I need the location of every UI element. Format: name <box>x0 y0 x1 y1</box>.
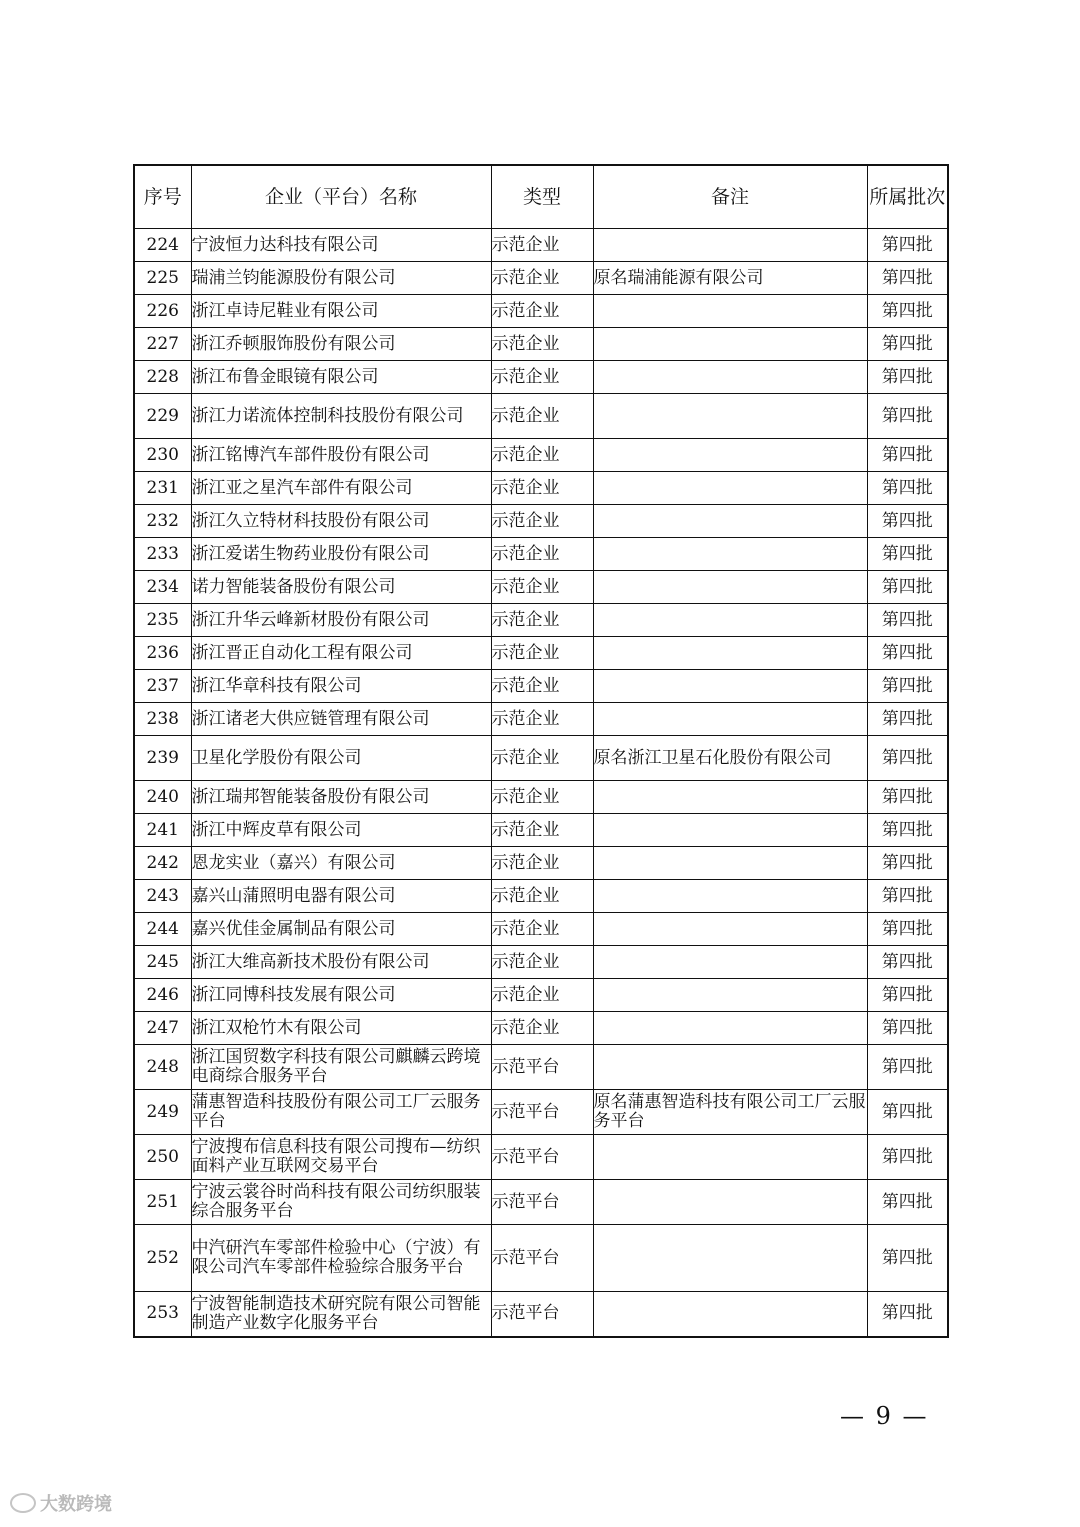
row-type: 示范企业 <box>491 847 593 880</box>
table-row <box>134 1180 948 1225</box>
row-seq: 242 <box>134 847 191 880</box>
table-row <box>134 1135 948 1180</box>
row-batch: 第四批 <box>867 571 948 604</box>
row-seq: 227 <box>134 328 191 361</box>
row-type: 示范企业 <box>491 295 593 328</box>
row-type: 示范企业 <box>491 670 593 703</box>
watermark-text: 大数跨境 <box>40 1494 112 1515</box>
row-batch: 第四批 <box>867 328 948 361</box>
row-note <box>593 913 867 946</box>
table-row <box>134 781 948 814</box>
row-note <box>593 472 867 505</box>
row-type: 示范企业 <box>491 814 593 847</box>
row-name: 宁波云裳谷时尚科技有限公司纺织服装综合服务平台 <box>191 1180 491 1225</box>
row-name: 浙江国贸数字科技有限公司麒麟云跨境电商综合服务平台 <box>191 1045 491 1090</box>
row-name: 浙江爱诺生物药业股份有限公司 <box>191 538 491 571</box>
row-name: 浙江诸老大供应链管理有限公司 <box>191 703 491 736</box>
header-seq: 序号 <box>134 165 191 229</box>
row-seq: 237 <box>134 670 191 703</box>
row-note <box>593 229 867 262</box>
row-type: 示范企业 <box>491 781 593 814</box>
row-batch: 第四批 <box>867 1225 948 1292</box>
row-name: 恩龙实业（嘉兴）有限公司 <box>191 847 491 880</box>
row-seq: 233 <box>134 538 191 571</box>
row-batch: 第四批 <box>867 1135 948 1180</box>
row-note <box>593 538 867 571</box>
row-seq: 249 <box>134 1090 191 1135</box>
row-batch: 第四批 <box>867 913 948 946</box>
row-batch: 第四批 <box>867 262 948 295</box>
row-batch: 第四批 <box>867 1292 948 1337</box>
table-row <box>134 604 948 637</box>
row-type: 示范企业 <box>491 604 593 637</box>
row-note <box>593 1180 867 1225</box>
row-seq: 246 <box>134 979 191 1012</box>
row-note <box>593 1292 867 1337</box>
row-batch: 第四批 <box>867 394 948 439</box>
row-type: 示范企业 <box>491 262 593 295</box>
row-name: 浙江升华云峰新材股份有限公司 <box>191 604 491 637</box>
row-seq: 235 <box>134 604 191 637</box>
row-name: 浙江同博科技发展有限公司 <box>191 979 491 1012</box>
row-seq: 231 <box>134 472 191 505</box>
row-batch: 第四批 <box>867 814 948 847</box>
table-row <box>134 814 948 847</box>
row-note <box>593 946 867 979</box>
table-row <box>134 394 948 439</box>
enterprise-list-table <box>133 164 949 1338</box>
row-type: 示范平台 <box>491 1225 593 1292</box>
row-seq: 236 <box>134 637 191 670</box>
row-note: 原名浙江卫星石化股份有限公司 <box>593 736 867 781</box>
row-type: 示范企业 <box>491 880 593 913</box>
row-name: 嘉兴优佳金属制品有限公司 <box>191 913 491 946</box>
row-batch: 第四批 <box>867 295 948 328</box>
row-name: 嘉兴山蒲照明电器有限公司 <box>191 880 491 913</box>
table-body <box>134 229 948 1337</box>
table-row <box>134 670 948 703</box>
row-batch: 第四批 <box>867 1180 948 1225</box>
row-type: 示范企业 <box>491 394 593 439</box>
row-batch: 第四批 <box>867 736 948 781</box>
row-seq: 240 <box>134 781 191 814</box>
row-name: 浙江久立特材科技股份有限公司 <box>191 505 491 538</box>
row-seq: 228 <box>134 361 191 394</box>
table-row <box>134 637 948 670</box>
row-note <box>593 604 867 637</box>
table-row <box>134 505 948 538</box>
row-note <box>593 781 867 814</box>
row-seq: 229 <box>134 394 191 439</box>
table-row <box>134 295 948 328</box>
table-row <box>134 736 948 781</box>
row-seq: 225 <box>134 262 191 295</box>
row-seq: 250 <box>134 1135 191 1180</box>
row-note <box>593 295 867 328</box>
row-type: 示范平台 <box>491 1045 593 1090</box>
row-type: 示范企业 <box>491 328 593 361</box>
table-row <box>134 946 948 979</box>
row-type: 示范平台 <box>491 1135 593 1180</box>
row-name: 浙江乔顿服饰股份有限公司 <box>191 328 491 361</box>
row-name: 浙江瑞邦智能装备股份有限公司 <box>191 781 491 814</box>
row-name: 浙江卓诗尼鞋业有限公司 <box>191 295 491 328</box>
watermark-logo-icon <box>10 1493 36 1513</box>
row-seq: 243 <box>134 880 191 913</box>
row-name: 浙江布鲁金眼镜有限公司 <box>191 361 491 394</box>
row-note <box>593 1225 867 1292</box>
row-name: 浙江华章科技有限公司 <box>191 670 491 703</box>
row-name: 蒲惠智造科技股份有限公司工厂云服务平台 <box>191 1090 491 1135</box>
row-note <box>593 670 867 703</box>
row-batch: 第四批 <box>867 781 948 814</box>
row-name: 卫星化学股份有限公司 <box>191 736 491 781</box>
table-row <box>134 439 948 472</box>
row-type: 示范企业 <box>491 571 593 604</box>
row-type: 示范企业 <box>491 472 593 505</box>
row-seq: 251 <box>134 1180 191 1225</box>
row-note: 原名蒲惠智造科技有限公司工厂云服务平台 <box>593 1090 867 1135</box>
row-batch: 第四批 <box>867 361 948 394</box>
table-row <box>134 361 948 394</box>
page-number: — 9 — <box>840 1402 929 1430</box>
row-seq: 244 <box>134 913 191 946</box>
row-batch: 第四批 <box>867 1090 948 1135</box>
row-seq: 241 <box>134 814 191 847</box>
row-note <box>593 439 867 472</box>
row-seq: 248 <box>134 1045 191 1090</box>
row-type: 示范企业 <box>491 703 593 736</box>
table-row <box>134 880 948 913</box>
table-header-row <box>134 165 948 229</box>
row-note <box>593 847 867 880</box>
row-type: 示范平台 <box>491 1180 593 1225</box>
row-type: 示范企业 <box>491 736 593 781</box>
row-batch: 第四批 <box>867 229 948 262</box>
row-note <box>593 394 867 439</box>
table-row <box>134 913 948 946</box>
row-name: 浙江力诺流体控制科技股份有限公司 <box>191 394 491 439</box>
row-type: 示范企业 <box>491 946 593 979</box>
table-row <box>134 703 948 736</box>
row-name: 浙江铭博汽车部件股份有限公司 <box>191 439 491 472</box>
watermark <box>10 1490 112 1516</box>
row-note <box>593 571 867 604</box>
row-name: 宁波搜布信息科技有限公司搜布—纺织面料产业互联网交易平台 <box>191 1135 491 1180</box>
row-note <box>593 1045 867 1090</box>
row-name: 浙江大维高新技术股份有限公司 <box>191 946 491 979</box>
row-name: 浙江晋正自动化工程有限公司 <box>191 637 491 670</box>
row-note <box>593 703 867 736</box>
row-seq: 226 <box>134 295 191 328</box>
row-name: 宁波恒力达科技有限公司 <box>191 229 491 262</box>
row-note <box>593 1135 867 1180</box>
row-batch: 第四批 <box>867 979 948 1012</box>
header-type: 类型 <box>491 165 593 229</box>
row-batch: 第四批 <box>867 880 948 913</box>
table-row <box>134 979 948 1012</box>
row-name: 浙江亚之星汽车部件有限公司 <box>191 472 491 505</box>
row-batch: 第四批 <box>867 847 948 880</box>
row-type: 示范企业 <box>491 979 593 1012</box>
table-row <box>134 1045 948 1090</box>
row-batch: 第四批 <box>867 1045 948 1090</box>
row-name: 瑞浦兰钧能源股份有限公司 <box>191 262 491 295</box>
row-note <box>593 505 867 538</box>
row-seq: 234 <box>134 571 191 604</box>
row-batch: 第四批 <box>867 946 948 979</box>
row-note <box>593 328 867 361</box>
row-seq: 224 <box>134 229 191 262</box>
row-type: 示范企业 <box>491 538 593 571</box>
row-batch: 第四批 <box>867 472 948 505</box>
row-note: 原名瑞浦能源有限公司 <box>593 262 867 295</box>
row-note <box>593 880 867 913</box>
row-name: 中汽研汽车零部件检验中心（宁波）有限公司汽车零部件检验综合服务平台 <box>191 1225 491 1292</box>
row-type: 示范平台 <box>491 1292 593 1337</box>
row-seq: 232 <box>134 505 191 538</box>
row-type: 示范企业 <box>491 361 593 394</box>
row-note <box>593 1012 867 1045</box>
row-batch: 第四批 <box>867 670 948 703</box>
row-type: 示范企业 <box>491 913 593 946</box>
table-row <box>134 472 948 505</box>
table-row <box>134 1292 948 1337</box>
table-row <box>134 1090 948 1135</box>
table-row <box>134 847 948 880</box>
row-type: 示范企业 <box>491 439 593 472</box>
table-row <box>134 262 948 295</box>
header-note: 备注 <box>593 165 867 229</box>
row-type: 示范企业 <box>491 505 593 538</box>
table-row <box>134 1225 948 1292</box>
row-type: 示范企业 <box>491 229 593 262</box>
row-note <box>593 361 867 394</box>
row-type: 示范平台 <box>491 1090 593 1135</box>
table-row <box>134 328 948 361</box>
table-row <box>134 229 948 262</box>
row-note <box>593 814 867 847</box>
row-note <box>593 637 867 670</box>
row-seq: 247 <box>134 1012 191 1045</box>
table-row <box>134 571 948 604</box>
row-seq: 238 <box>134 703 191 736</box>
row-batch: 第四批 <box>867 439 948 472</box>
row-seq: 239 <box>134 736 191 781</box>
table-row <box>134 1012 948 1045</box>
row-seq: 252 <box>134 1225 191 1292</box>
row-batch: 第四批 <box>867 637 948 670</box>
header-name: 企业（平台）名称 <box>191 165 491 229</box>
row-batch: 第四批 <box>867 604 948 637</box>
row-note <box>593 979 867 1012</box>
row-batch: 第四批 <box>867 538 948 571</box>
row-name: 浙江中辉皮草有限公司 <box>191 814 491 847</box>
row-name: 诺力智能装备股份有限公司 <box>191 571 491 604</box>
header-batch: 所属批次 <box>867 165 948 229</box>
table-row <box>134 538 948 571</box>
row-batch: 第四批 <box>867 1012 948 1045</box>
row-batch: 第四批 <box>867 505 948 538</box>
row-name: 浙江双枪竹木有限公司 <box>191 1012 491 1045</box>
row-type: 示范企业 <box>491 637 593 670</box>
row-seq: 253 <box>134 1292 191 1337</box>
row-batch: 第四批 <box>867 703 948 736</box>
row-seq: 230 <box>134 439 191 472</box>
row-seq: 245 <box>134 946 191 979</box>
row-type: 示范企业 <box>491 1012 593 1045</box>
row-name: 宁波智能制造技术研究院有限公司智能制造产业数字化服务平台 <box>191 1292 491 1337</box>
